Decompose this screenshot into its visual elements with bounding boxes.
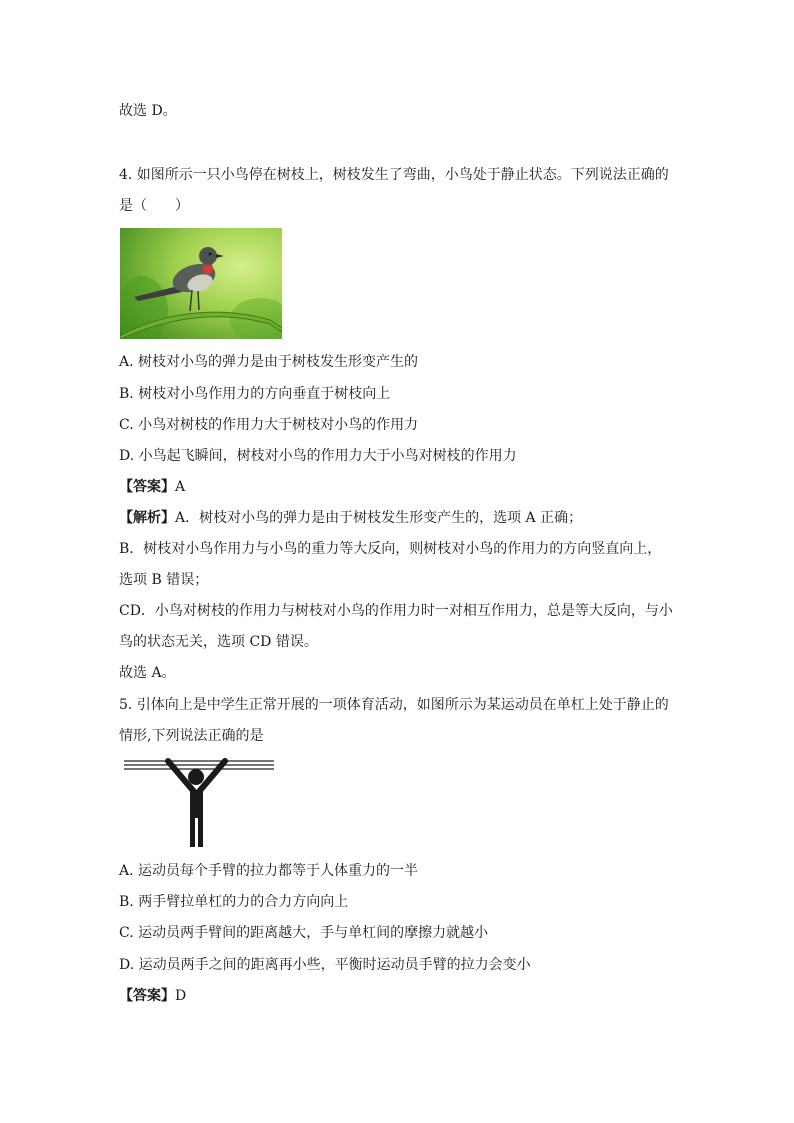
bird-head [199,247,217,265]
head [188,769,204,785]
q5-option-d: D. 运动员两手之间的距离再小些，平衡时运动员手臂的拉力会变小 [119,957,531,973]
right-leg [198,817,203,847]
bird-leg [198,291,199,310]
q5-stem-line2: 情形,下列说法正确的是 [119,728,264,744]
q5-option-c: C. 运动员两手臂间的距离越大，手与单杠间的摩擦力就越小 [119,925,489,941]
q4-analysis-line5: 鸟的状态无关，选项 CD 错误。 [119,634,318,650]
q4-stem-line1: 4. 如图所示一只小鸟停在树枝上，树枝发生了弯曲，小鸟处于静止状态。下列说法正确的 [119,167,669,183]
analysis-text: A．树枝对小鸟的弹力是由于树枝发生形变产生的，选项 A 正确； [175,510,583,526]
q5-option-a: A. 运动员每个手臂的拉力都等于人体重力的一半 [119,863,419,879]
q4-option-d: D. 小鸟起飞瞬间，树枝对小鸟的作用力大于小鸟对树枝的作用力 [119,448,517,464]
q4-stem-line2: 是（ ） [119,198,189,214]
bird-eye [209,253,212,256]
q4-option-a: A. 树枝对小鸟的弹力是由于树枝发生形变产生的 [119,354,419,370]
left-leg [190,817,195,847]
q3-conclusion: 故选 D。 [119,103,177,119]
pull-up-figure [120,756,276,852]
analysis-tag: 【解析】 [119,510,175,526]
q4-analysis-line2: B．树枝对小鸟作用力与小鸟的重力等大反向，则树枝对小鸟的作用力的方向竖直向上， [119,541,662,557]
q4-analysis-line3: 选项 B 错误； [119,572,209,588]
q5-option-b: B. 两手臂拉单杠的力的合力方向向上 [119,894,349,910]
torso [190,790,203,818]
q4-analysis-line4: CD．小鸟对树枝的作用力与树枝对小鸟的作用力时一对相互作用力，总是等大反向，与小 [119,603,673,619]
answer-tag: 【答案】 [119,479,175,495]
q4-conclusion: 故选 A。 [119,665,176,681]
q4-answer [119,477,185,497]
q4-analysis-line1 [119,508,582,528]
answer-value: D [175,988,187,1004]
q5-answer [119,986,186,1006]
bird-on-branch-photo [120,228,282,339]
answer-tag: 【答案】 [119,988,175,1004]
q5-stem-line1: 5. 引体向上是中学生正常开展的一项体育活动，如图所示为某运动员在单杠上处于静止的 [119,697,669,713]
q4-option-c: C. 小鸟对树枝的作用力大于树枝对小鸟的作用力 [119,417,419,433]
q4-option-b: B. 树枝对小鸟作用力的方向垂直于树枝向上 [119,386,391,402]
answer-value: A [175,479,186,495]
